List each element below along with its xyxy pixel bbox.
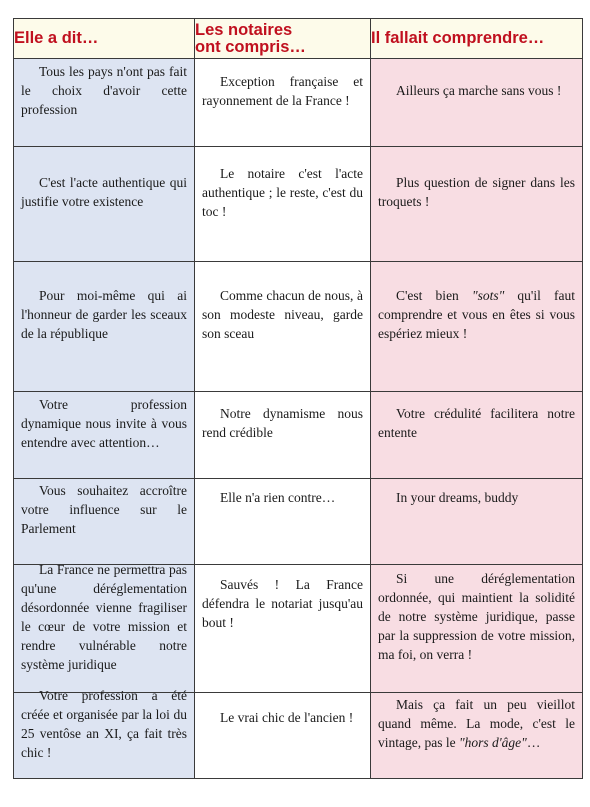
understood-cell: Le vrai chic de l'ancien ! bbox=[195, 693, 371, 779]
understood-cell: Comme chacun de nous, à son modeste niveau, garde son sceau bbox=[195, 262, 371, 392]
meant-cell: Ailleurs ça marche sans vous ! bbox=[371, 59, 583, 147]
said-cell: Vous souhaitez accroître votre influence sur le Parlement bbox=[14, 479, 195, 565]
meant-cell: Si une déréglementation ordonnée, qui maintient la solidité de notre système juridique, passe par la suppression de votre mission, ma foi, on verra ! bbox=[371, 565, 583, 693]
header-notaries-understood: Les notaires ont compris… bbox=[195, 19, 371, 59]
understood-cell: Le notaire c'est l'acte authentique ; le reste, c'est du toc ! bbox=[195, 147, 371, 262]
meant-cell: Votre crédulité facilitera notre entente bbox=[371, 392, 583, 479]
understood-cell: Exception française et rayonnement de la France ! bbox=[195, 59, 371, 147]
header-should-understand: Il fallait comprendre… bbox=[371, 19, 583, 59]
understood-cell: Notre dynamisme nous rend crédible bbox=[195, 392, 371, 479]
table-row bbox=[14, 392, 583, 479]
said-cell: Tous les pays n'ont pas fait le choix d'avoir cette profession bbox=[14, 59, 195, 147]
said-cell: Pour moi-même qui ai l'honneur de garder les sceaux de la république bbox=[14, 262, 195, 392]
said-cell: Votre profession a été créée et organisée par la loi du 25 ventôse an XI, ça fait très chic ! bbox=[14, 693, 195, 779]
table-row bbox=[14, 147, 583, 262]
table-row bbox=[14, 479, 583, 565]
comparison-table bbox=[13, 18, 583, 779]
table-row bbox=[14, 693, 583, 779]
said-cell: C'est l'acte authentique qui justifie votre existence bbox=[14, 147, 195, 262]
said-cell: Votre profession dynamique nous invite à vous entendre avec attention… bbox=[14, 392, 195, 479]
table-row bbox=[14, 59, 583, 147]
said-cell: La France ne permettra pas qu'une déréglementation désordonnée vienne fragiliser le cœur de votre mission et rendre vulnérable notre système juridique bbox=[14, 565, 195, 693]
meant-cell: C'est bien "sots" qu'il faut comprendre et vous en êtes si vous espériez mieux ! bbox=[371, 262, 583, 392]
understood-cell: Sauvés ! La France défendra le notariat jusqu'au bout ! bbox=[195, 565, 371, 693]
understood-cell: Elle n'a rien contre… bbox=[195, 479, 371, 565]
meant-cell: Plus question de signer dans les troquets ! bbox=[371, 147, 583, 262]
table-row bbox=[14, 565, 583, 693]
meant-cell: In your dreams, buddy bbox=[371, 479, 583, 565]
table-row bbox=[14, 262, 583, 392]
header-she-said: Elle a dit… bbox=[14, 19, 195, 59]
header-row bbox=[14, 19, 583, 59]
meant-cell: Mais ça fait un peu vieillot quand même. La mode, c'est le vintage, pas le "hors d'âge"… bbox=[371, 693, 583, 779]
